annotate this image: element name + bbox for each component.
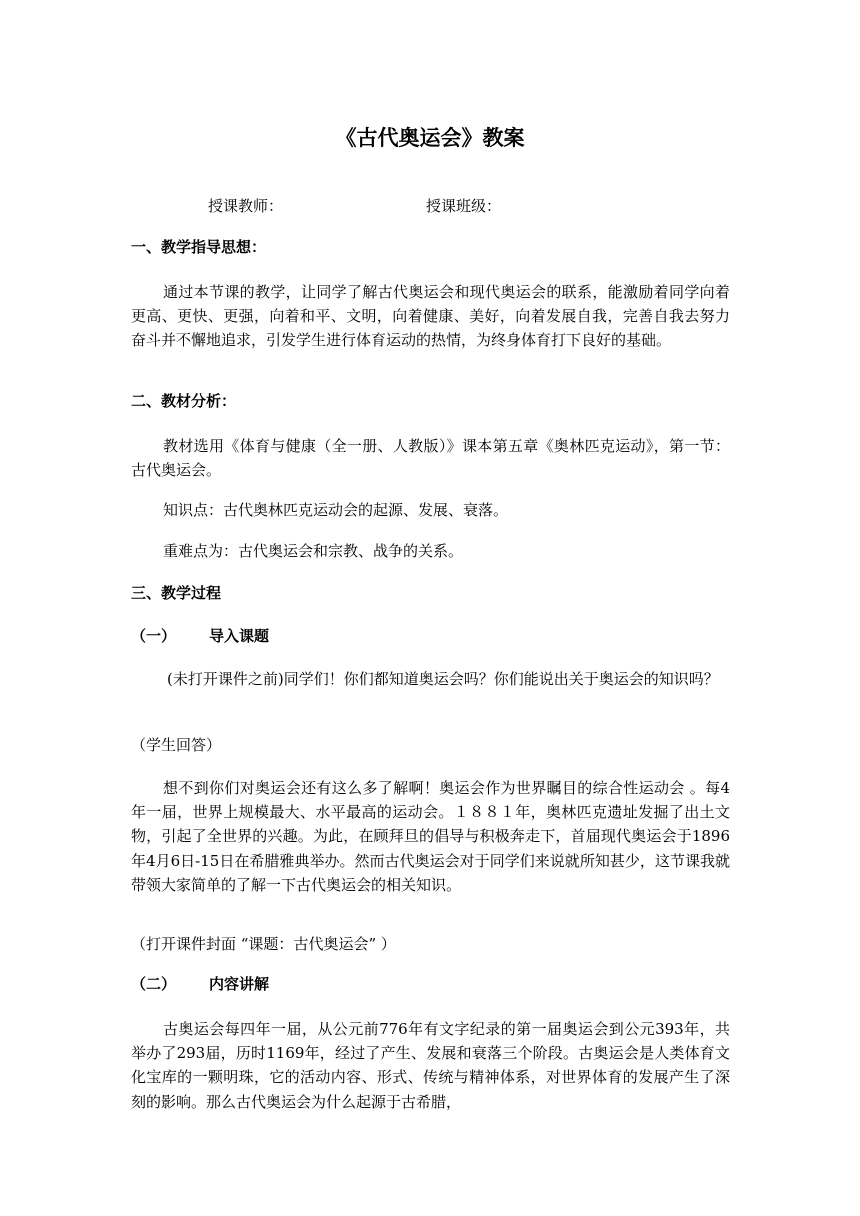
section-heading-material-analysis: 二、教材分析： — [131, 392, 237, 410]
class-label: 授课班级： — [426, 197, 502, 215]
paragraph-guiding-ideology: 通过本节课的教学，让同学了解古代奥运会和现代奥运会的联系，能激励着同学向着更高、更快、更强，向着和平、文明，向着健康、美好，向着发展自我，完善自我去努力奋斗并不懈地追求，引发学生进行体育运动的热情，为终身体育打下良好的基础。 — [131, 283, 730, 350]
paragraph-knowledge-points: 知识点：古代奥林匹克运动会的起源、发展、衰落。 — [163, 501, 509, 519]
section-heading-guiding-ideology: 一、教学指导思想： — [131, 238, 267, 256]
paragraph-intro-question: (未打开课件之前)同学们！你们都知道奥运会吗？你们能说出关于奥运会的知识吗？ — [167, 670, 719, 688]
paragraph-material-source: 教材选用《体育与健康（全一册、人教版）》课本第五章《奥林匹克运动》，第一节：古代奥运会。 — [131, 437, 730, 480]
paragraph-olympics-overview: 想不到你们对奥运会还有这么多了解啊！奥运会作为世界瞩目的综合性运动会 。每4年一届，世界上规模最大、水平最高的运动会。１８８１年，奥林匹克遗址发掘了出土文物，引起了全世界的兴趣。为此，在顾拜旦的倡导与积极奔走下，首届现代奥运会于1896年4月6日-15日在希腊雅典举办。然而古代奥运会对于同学们来说就所知甚少，这节课我就带领大家简单的了解一下古代奥运会的相关知识。 — [131, 779, 730, 894]
section-heading-teaching-process: 三、教学过程 — [131, 584, 222, 602]
subsection-intro-title: 导入课题 — [209, 627, 270, 645]
document-title: 《古代奥运会》教案 — [335, 125, 525, 150]
paragraph-open-cover: （打开课件封面 “课题：古代奥运会” ） — [131, 935, 396, 953]
subsection-content-title: 内容讲解 — [209, 975, 270, 993]
teacher-label: 授课教师： — [208, 197, 284, 215]
paragraph-key-difficulties: 重难点为：古代奥运会和宗教、战争的关系。 — [163, 542, 464, 560]
subsection-content-number: （二） — [131, 975, 177, 993]
subsection-intro — [131, 625, 269, 647]
subsection-content — [131, 973, 269, 995]
subsection-intro-number: （一） — [131, 627, 177, 645]
paragraph-student-answer: （学生回答） — [131, 736, 222, 754]
paragraph-ancient-olympics-history: 古奥运会每四年一届，从公元前776年有文字纪录的第一届奥运会到公元393年，共举办了293届，历时1169年，经过了产生、发展和衰落三个阶段。古奥运会是人类体育文化宝库的一颗明珠，它的活动内容、形式、传统与精神体系，对世界体育的发展产生了深刻的影响。那么古代奥运会为什么起源于古希腊， — [131, 1020, 730, 1111]
